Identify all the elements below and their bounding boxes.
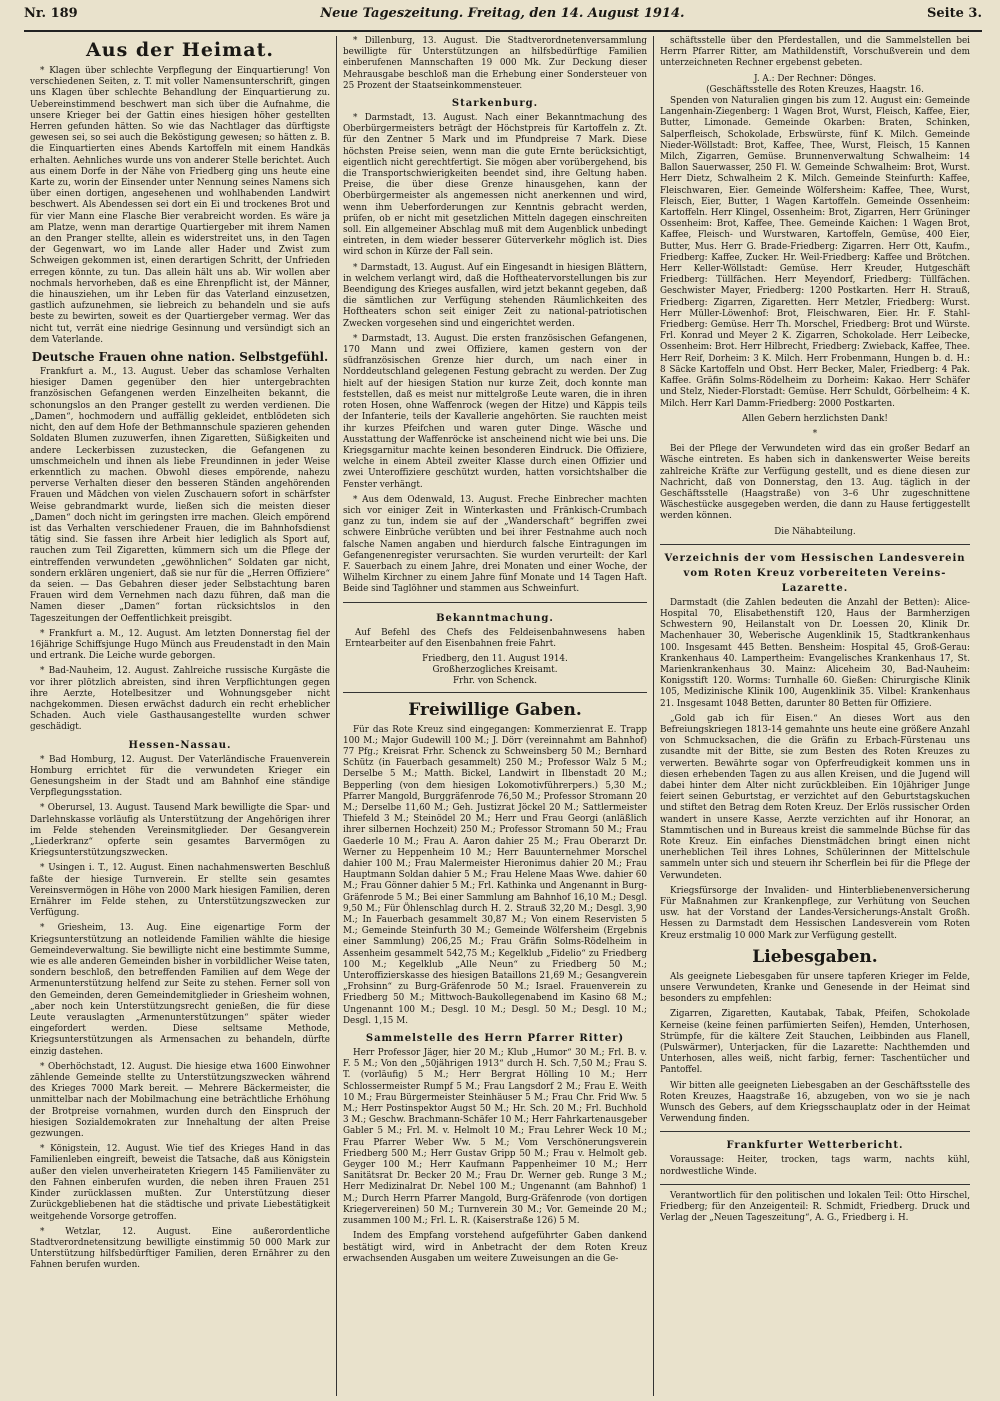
divider-imprint — [660, 1184, 970, 1185]
article-frankfurt: * Frankfurt a. M., 12. August. Am letzten Donnerstag fiel der 16jährige Schiffsjunge Hugo Münch aus Freudenstadt in den Main und ertrank. Die Leiche wurde geborgen. — [30, 628, 330, 662]
paper-title-date: Neue Tageszeitung. Freitag, den 14. August 1914. — [320, 6, 685, 21]
section-title-liebesgaben: Liebesgaben. — [752, 946, 878, 967]
column-left — [24, 36, 336, 1396]
issue-number: Nr. 189 — [24, 6, 78, 21]
liebesgaben-intro: Als geeignete Liebesgaben für unsere tapferen Krieger im Felde, unsere Verwundeten, Kranke und Genesende in der Heimat sind besonders zu empfehlen: — [660, 971, 970, 1005]
article-usingen: * Usingen i. T., 12. August. Einen nachahmenswerten Beschluß faßte der hiesige Turnverein. Er stellte sein gesamtes Vereinsvermögen in Höhe von 2000 Mark hiesigen Familien, deren Ernährer im Felde stehen, zu Unterstützungszwecken zur Verfügung. — [30, 863, 330, 919]
notice-place: Friedberg, den 11. August 1914. — [422, 653, 568, 664]
divider — [660, 544, 970, 545]
donations-list: Für das Rote Kreuz sind eingegangen: Kommerzienrat E. Trapp 100 M.; Major Gudewill 100 M.; J. Dörr (vereinnahmt am Bahnhof) 77 Pfg.; Kreisrat Frhr. Schenck zu Schweinsberg 50 M.; Bernhard Schütz (in Fauerbach gesammelt) 250 M.; Professor Walz 5 M.; Derselbe 5 M.; Matth. Bickel, Landwirt in Ilbenstadt 20 M.; Bepperling (von dem hiesigen Lokomotivführerpers.) 5,30 M.; Pfarrer Mangold, Burggräfenrode 76,50 M.; Professor Stromann 20 M.; Derselbe 11,60 M.; Geh. Justizrat Jöckel 20 M.; Sattlermeister Thiefeld 3 M.; Steinödel 20 M.; Herr und Frau Georgi (anläßlich ihrer silbernen Hochzeit) 250 M.; Professor Stromann 50 M.; Frau Gaederle 10 M.; Frau A. Aaron dahier 25 M.; Frau Oberarzt Dr. Werner zu Heppenheim 10 M.; Herr Bauunternehmer Morschel dahier 100 M.; Frau Malermeister Hieronimus dahier 20 M.; Frau Hauptmann Soldan dahier 5 M.; Frau Helene Maas Wwe. dahier 60 M.; Frau Gönner dahier 5 M.; Frl. Kathinka und Angenannt in Burg-Gräfenrode 5 M.; Bei einer Sammlung am Bahnhof 16,10 M.; Desgl. 9,50 M.; Für Öhlenschlag durch H. 2. Strauß 32,20 M.; Desgl. 3,90 M.; In Fauerbach gesammelt 30,87 M.; Von einem Reservisten 5 M.; Gemeinde Steinfurth 30 M.; Gemeinde Wölfersheim (Ergebnis einer Sammlung) 206,25 M.; Frau Gräfin Solms-Rödelheim in Assenheim gesammelt 542,75 M.; Kegelklub „Fidelio“ zu Friedberg 100 M.; Kegelklub „Alle Neun“ zu Friedberg 50 M.; Unteroffizierskasse des hiesigen Bataillons 21,69 M.; Gesangverein „Frohsinn“ zu Burg-Gräfenrode 50 M.; Israel. Frauenverein zu Friedberg 50 M.; Mittwoch-Baukollegenabend im Kasino 68 M.; Ungenannt 100 M.; Desgl. 10 M.; Desgl. 50 M.; Desgl. 10 M.; Desgl. 1,15 M. — [343, 724, 647, 1026]
article-odenwald: * Aus dem Odenwald, 13. August. Freche Einbrecher machten sich vor einiger Zeit in Winterkasten und Fränkisch-Crumbach ganz zu tun, indem sie auf der „Wanderschaft“ begriffen zwei schwere Einbrüche verübten und bei ihrer Festnahme auch noch falsche Namen angaben und hierdurch falsche Eintragungen im Gefangenenregister verursachten. Sie wurden verurteilt: der Karl F. Sauerbach zu einem Jahre, drei Monaten und einer Woche, der Wilhelm Kirchner zu einem Jahre fünf Monate und 14 Tagen Haft. Beide sind Taglöhner und stammen aus Schweinfurt. — [343, 494, 647, 595]
naturalien-list: Spenden von Naturalien gingen bis zum 12. August ein: Gemeinde Langenhain-Ziegenberg: 1 Wagen Brot, Wurst, Fleisch, Kaffee, Eier, Butter, Limonade. Gemeinde Okarben: Braten, Schinken, Salperfleisch, Schokolade, Erbswürste, fünf K. Milch. Gemeinde Nieder-Wöllstadt: Brot, Kaffee, Thee, Wurst, Fleisch, 15 Kannen Milch, Zigarren, Gemüse. Brunnenverwaltung Schwalheim: 14 Ballon Sauerwasser, 250 Fl. W. Gemeinde Schwalheim: Brot, Wurst. Herr Dietz, Schwalheim 2 K. Milch. Gemeinde Steinfurth: Kaffee, Fleischwaren, Eier. Gemeinde Wölfersheim: Kaffee, Thee, Wurst, Fleisch, Eier, Butter, 1 Wagen Kartoffeln. Gemeinde Ossenheim: Kartoffeln. Herr Klingel, Ossenheim: Brot, Zigarren, Herr Grüninger Ossenheim: Brot, Kaffee, Thee. Gemeinde Kaichen: 1 Wagen Brot, Kaffee, Fleisch- und Wurstwaren, Kartoffeln, Gemüse, 400 Eier, Butter, Mus. Herr G. Brade-Friedberg: Zigarren. Herr Ott, Kaufm., Friedberg: Kaffee, Zucker. Hr. Weil-Friedberg: Kaffee und Brötchen. Herr Keller-Wöllstadt: Gemüse. Herr Kreuder, Hutgeschäft Friedberg: Tüllfächen. Herr Meyendorf, Friedberg: Tüllfächen. Geschwister Mayer, Friedberg: 1200 Postkarten. Herr H. Strauß, Friedberg: Zigarren, Zigaretten. Herr Metzler, Friedberg: Wurst. Herr Müller-Löwenhof: Brot, Fleischwaren, Eier. Hr. F. Stahl-Friedberg: Gemüse. Herr Th. Morschel, Friedberg: Brot und Würste. Frl. Konrad und Meyer 2 K. Zigarren, Schokolade. Herr Leibecke, Ossenheim: Brot. Herr Hilbrecht, Friedberg: Zwieback, Kaffee, Thee. Herr Reif, Dorheim: 3 K. Milch. Herr Frobenmann, Hungen b. d. H.: 8 Säcke Kartoffeln und Obst. Herr Becker, Maler, Friedberg: 4 Pak. Kaffee. Gräfin Solms-Rödelheim zu Dorheim: Kakao. Herr Schäfer und Stelz, Nieder-Florstadt: Gemüse. Herr Schuldt, Görbelheim: 4 K. Milch. Herr Karl Damm-Friedberg: 2000 Postkarten. — [660, 96, 970, 409]
article-darmstadt-kartoffeln: * Darmstadt, 13. August. Nach einer Bekanntmachung des Oberbürgermeisters beträgt der Höchstpreis für Kartoffeln z. Zt. für den Zentner 5 Mark und im Pfundpreise 7 Mark. Diese höchsten Preise seien, wenn man die gute Ernte berücksichtigt, eigentlich nicht gerechtfertigt. Sie mögen aber vorübergehend, bis die Transportschwierigkeiten beendet sind, ihre Geltung haben. Preise, die über diese Grenze hinausgehen, kann der Oberbürgermeister als angemessen nicht anerkennen und wird, wenn ihm Ueberforderungen zur Kenntnis gebracht werden, prüfen, ob er nicht mit gesetzlichen Mitteln dagegen einschreiten soll. Ein allgemeiner Abschlag muß mit dem Augenblick unbedingt eintreten, in dem wieder besserer Güterverkehr möglich ist. Dies wird schon in Kürze der Fall sein. — [343, 113, 647, 258]
signature-naehabteilung: Die Nähabteilung. — [774, 526, 856, 537]
article-koenigstein: * Königstein, 12. August. Wie tief des Krieges Hand in das Familienleben eingreift, beweist die Tatsache, daß aus Königstein außer den vielen unverheirateten Kriegern 145 Familienväter zu den Fahnen einberufen wurden, die neben ihren Frauen 251 Kinder zurücklassen mußten. Zur Unterstützung dieser Zurückgebliebenen hat die städtische und private Liebestätigkeit weitgehende Vorsorge getroffen. — [30, 1144, 330, 1222]
article-waesche: Bei der Pflege der Verwundeten wird das ein großer Bedarf an Wäsche eintreten. Es haben sich in dankenswerter Weise bereits zahlreiche Kräfte zur Verfügung gestellt, und es diene diesen zur Nachricht, daß von Donnerstag, den 13. Aug. täglich in der Geschäftsstelle (Haagstraße) von 3–6 Uhr zugeschnittene Wäschestücke ausgegeben werden, die dann zu Hause fertiggestellt werden können. — [660, 444, 970, 522]
page-header — [24, 6, 982, 32]
article-klagen: * Klagen über schlechte Verpflegung der Einquartierung! Von verschiedenen Seiten, z. T. mit voller Namensunterschrift, gingen uns Klagen über schlechte Behandlung der Einquartierung zu. Uebereinstimmend beschwert man sich über die Aufnahme, die unsere Krieger bei der Gattin eines hiesigen höher gestellten Herren gefunden hätten. So wie das Nachtlager das dürftigste gewesen sei, so sei auch die Beköstigung gewesen; so hätten z. B. die Einquartierten eines Abends Kartoffeln mit einem Handkäs erhalten. Aehnliches wurde uns von anderer Stelle berichtet. Auch aus einem Dorfe in der Nähe von Friedberg ging uns heute eine Karte zu, worin der Einsender unter Nennung seines Namens sich über einen dortigen, angesehenen und wohlhabenden Landwirt beschwert. Als Abendessen sei dort ein Ei und trockenes Brot und für vier Mann eine Flasche Bier verabreicht worden. Es wäre ja am Platze, wenn man derartige Quartiergeber mit ihrem Namen an den Pranger stellte, allein es widerstreitet uns, in den Tagen der Gegenwart, wo im Lande aller Hader und Zwist zum Schweigen gekommen ist, einen derartigen Schritt, der Unfrieden erregen könnte, zu tun. Das allein hält uns ab. Wir wollen aber nochmals hervorheben, daß es eine Ehrenpflicht ist, der Männer, die hinausziehen, um ihr Leben für das Vaterland einzusetzen, gastlich aufzunehmen, sie liebreich zu behandeln und sie aufs beste zu bewirten, soweit es der Quartiergeber vermag. Wer das nicht tut, verrät eine niedrige Gesinnung und versündigt sich an dem Vaterlande. — [30, 66, 330, 345]
liebesgaben-request: Wir bitten alle geeigneten Liebesgaben an der Geschäftsstelle des Roten Kreuzes, Haagstraße 16, abzugeben, von wo sie je nach Wunsch des Gebers, auf dem Kriegsschauplatz oder in der Heimat Verwendung finden. — [660, 1080, 970, 1125]
notice-signature: Frhr. von Schenck. — [452, 676, 538, 687]
article-bad-nauheim: * Bad-Nauheim, 12. August. Zahlreiche russische Kurgäste die vor ihrer plötzlich abreisten, sind ihren Verpflichtungen gegen ihre Aerzte, Hotelbesitzer und Wohnungsgeber nicht nachgekommen. Diesen erwächst dadurch ein recht erheblicher Schaden. Auch viele Gasthausangestellte wurden schwer geschädigt. — [30, 666, 330, 733]
notice-text: Auf Befehl des Chefs des Feldeisenbahnwesens haben Erntearbeiter auf den Eisenbahnen freie Fahrt. — [345, 627, 645, 649]
imprint: Verantwortlich für den politischen und lokalen Teil: Otto Hirschel, Friedberg; für den Anzeigenteil: R. Schmidt, Friedberg. Druck und Verlag der „Neuen Tageszeitung“, A. G., Friedberg i. H. — [660, 1190, 970, 1224]
column-middle — [336, 36, 654, 1396]
article-darmstadt-hoftheater: * Darmstadt, 13. August. Auf ein Eingesandt in hiesigen Blättern, in welchem verlangt wird, daß die Hoftheatervorstellungen bis zur Beendigung des Krieges ausfallen, wird jetzt bekannt gegeben, daß die sämtlichen zur Verfügung stehenden Räumlichkeiten des Hoftheaters schon seit einiger Zeit zu national-patriotischen Zwecken vorgesehen sind und eingerichtet werden. — [343, 262, 647, 329]
thanks-line: Allen Gebern herzlichsten Dank! — [742, 413, 888, 424]
weather-text: Voraussage: Heiter, trocken, tags warm, nachts kühl, nordwestliche Winde. — [660, 1155, 970, 1177]
lazarette-list: Darmstadt (die Zahlen bedeuten die Anzahl der Betten): Alice-Hospital 70, Elisabethenstift 120, Haus der Barmherzigen Schwestern 90, Heilanstalt von Dr. Loessen 20, Klinik Dr. Machenhauer 30, Weberische Augenklinik 15, Stadtkrankenhaus 100. Insgesamt 445 Betten. Bensheim: Hospital 45, Groß-Gerau: Krankenhaus 40. Lampertheim: Evangelisches Krankenhaus 17, St. Marienkrankenhaus 30. Mainz: Aliceheim 30, Bad-Nauheim: Konigsstift 120. Worms: Turnhalle 60. Gießen: Chirurgische Klinik 105, Medizinische Klinik 100, Augenklinik 35. Vilbel: Krankenhaus 21. Insgesamt 1048 Betten, darunter 80 Betten für Offiziere. — [660, 597, 970, 709]
liebesgaben-items: Zigarren, Zigaretten, Kautabak, Tabak, Pfeifen, Schokolade Kerneise (keine feinen parfümierten Seifen), Hemden, Unterhosen, Strümpfe, für die kältere Zeit Stauchen, Leibbinden aus Flanell, (Pulswärmer), Unterjacken, für die Lazarette: Nachthemden und Unterhosen, alles weiß, nicht farbig, ferner: Taschentücher und Pantoffel. — [660, 1009, 970, 1076]
article-title-frauen: Deutsche Frauen ohne nation. Selbstgefühl. — [31, 350, 329, 365]
separator-dot: * — [812, 428, 818, 439]
notice-box — [343, 602, 647, 693]
donations-list-ritter: Herr Professor Jäger, hier 20 M.; Klub „Humor“ 30 M.; Frl. B. v. F. 5 M.; Von den „50jährigen 1913“ durch H. Sch. 7,50 M.; Frau S. T. (vorläufig) 5 M.; Herr Bergrat Hölling 10 M.; Herr Schlossermeister Rumpf 5 M.; Frau Langsdorf 2 M.; Frau E. Weith 10 M.; Frau Bürgermeister Steinhäuser 5 M.; Frau Chr. Frid Ww. 5 M.; Herr Postinspektor Augst 50 M.; Hr. Sch. 20 M.; Frl. Buchhold 3 M.; Geschw. Brachmann-Schäfer 10 M.; Herr Fahrkartenausgeber Gabler 5 M.; Frl. M. v. Helmolt 10 M.; Frau Lehrer Weck 10 M.; Frau Pfarrer Weber Ww. 5 M.; Vom Verschönerungsverein Friedberg 500 M.; Herr Gustav Gripp 50 M.; Frau v. Helmolt geb. Geyger 100 M.; Herr Kaufmann Pappenheimer 10 M.; Herr Sanitätsrat Dr. Becker 20 M.; Frau Dr. Werner geb. Runge 3 M.; Herr Medizinalrat Dr. Nebel 100 M.; Ungenannt (am Bahnhof) 1 M.; Durch Herrn Pfarrer Mangold, Burg-Gräfenrode (von dortigen Kriegervereinen) 50 M.; Turnverein 30 M.; Vor. Gemeinde 20 M.; zusammen 100 M.; Frl. L. R. (Kaiserstraße 126) 5 M. — [343, 1048, 647, 1227]
article-kriegsfuersorge: Kriegsfürsorge der Invaliden- und Hinterbliebenenversicherung Für Maßnahmen zur Krankenpflege, zur Verhütung von Seuchen usw. hat der Vorstand der Landes-Versicherungs-Anstalt Großh. Hessen zu Darmstadt dem Hessischen Landesverein vom Roten Kreuz erstmalig 10 000 Mark zur Verfügung gestellt. — [660, 885, 970, 941]
region-hessen-nassau: Hessen-Nassau. — [128, 739, 232, 751]
collection-point-title: Sammelstelle des Herrn Pfarrer Ritter) — [365, 1033, 625, 1045]
column-right — [654, 36, 976, 1396]
signature-rechner: J. A.: Der Rechner: Dönges. — [753, 73, 877, 84]
article-wetzlar: * Wetzlar, 12. August. Eine außerordentliche Stadtverordnetensitzung bewilligte einstimmig 50 000 Mark zur Unterstützung hilfsbedürftiger Familien, deren Ernährer zu den Fahnen berufen wurden. — [30, 1226, 330, 1271]
weather-title: Frankfurter Wetterbericht. — [726, 1140, 904, 1152]
article-oberhoechstadt: * Oberhöchstadt, 12. August. Die hiesige etwa 1600 Einwohner zählende Gemeinde stellte zu Unterstützungszwecken während des Krieges 7000 Mark bereit. — Mehrere Bäckermeister, die unmittelbar nach der Mobilmachung eine beträchtliche Erhöhung der Brotpreise vornahmen, wurden durch den Einspruch der hiesigen Sozialdemokraten zur Innehaltung der alten Preise gezwungen. — [30, 1061, 330, 1140]
divider-weather — [660, 1131, 970, 1132]
lazarette-title: Verzeichnis der vom Hessischen Landesverein vom Roten Kreuz vorbereiteten Vereins-Lazarette. — [664, 552, 966, 594]
article-darmstadt-gefangene: * Darmstadt, 13. August. Die ersten französischen Gefangenen, 170 Mann und zwei Offiziere, kamen gestern von der südfranzösischen Grenze hier durch, um nach einer in Norddeutschland gelegenen Festung gebracht zu werden. Der Zug hielt auf der hiesigen Station nur kurze Zeit, doch konnte man feststellen, daß es meist nur mittelgroße Leute waren, die in ihren roten Hosen, ohne Waffenrock (wegen der Hitze) und Käppis teils der Infanterie, teils der Kavallerie angehörten. Sie rauchten meist ihr kurzes Pfeifchen und waren guter Dinge. Wäsche und Ausstattung der Waffenröcke ist anscheinend nicht wie bei uns. Die Kriegsgarnitur machte keinen besonderen Eindruck. Die Offiziere, welche in einem Abteil zweiter Klasse durch einen Offizier und zwei Unteroffiziere geschützt wurden, hatten vorsichtshalber die Fenster verhängt. — [343, 333, 647, 490]
notice-title: Bekanntmachung. — [436, 612, 554, 624]
article-bad-homburg: * Bad Homburg, 12. August. Der Vaterländische Frauenverein Homburg errichtet für die verwundeten Krieger ein Genesungsheim in der Stadt und am Bahnhof eine ständige Verpflegungsstation. — [30, 754, 330, 799]
section-title-heimat: Aus der Heimat. — [86, 39, 274, 61]
section-title-gaben: Freiwillige Gaben. — [408, 699, 582, 720]
article-griesheim: * Griesheim, 13. Aug. Eine eigenartige Form der Kriegsunterstützung an notleidende Familien wählte die hiesige Gemeindeverwaltung. Sie bewilligte nicht eine bestimmte Summe, wie es alle anderen Gemeinden bisher in vorbildlicher Weise taten, sondern beschloß, den betreffenden Familien auf dem Wege der Armenunterstützung helfend zur Seite zu stehen. Ferner soll von den Gemeinden, deren Gemeindemitglieder in Griesheim wohnen, „aber noch kein Unterstützungsrecht genießen, die für diese Leute verauslagten „Armenunterstützungen“ später wieder eingefordert werden. Diese seltsame Methode, Kriegsunterstützungen als Armensachen zu behandeln, dürfte einzig dastehen. — [30, 923, 330, 1057]
donations-closing-cont: schäftsstelle über den Pferdestallen, und die Sammelstellen bei Herrn Pfarrer Ritter, am Mathildenstift, Vorschußverein und dem unterzeichneten Rechner ergebenst gebeten. — [660, 36, 970, 69]
page-number: Seite 3. — [927, 6, 982, 21]
region-starkenburg: Starkenburg. — [451, 98, 539, 110]
article-oberursel: * Oberursel, 13. August. Tausend Mark bewilligte die Spar- und Darlehnskasse vorläufig als Unterstützung der Angehörigen ihrer im Felde stehenden Vereinsmitglieder. Der Gesangverein „Liederkranz“ opferte sein gesamtes Barvermögen zu Kriegsunterstützungszwecken. — [30, 803, 330, 859]
donations-closing: Indem des Empfang vorstehend aufgeführter Gaben dankend bestätigt wird, wird in Anbetracht der dem Roten Kreuz erwachsenden Ausgaben um weitere Zuweisungen an die Ge- — [343, 1231, 647, 1264]
signature-geschaeftsstelle: (Geschäftsstelle des Roten Kreuzes, Haagstr. 16. — [706, 84, 924, 95]
notice-office: Großherzogliches Kreisamt. — [432, 665, 558, 676]
article-dillenburg: * Dillenburg, 13. August. Die Stadtverordnetenversammlung bewilligte für Unterstützungen an hilfsbedürftige Familien einberufenen Mannschaften 19 000 Mk. Zur Deckung dieser Mehrausgabe beschloß man die Erhebung einer Sondersteuer von 25 Prozent der Staatseinkommensteuer. — [343, 36, 647, 91]
article-frauen: Frankfurt a. M., 13. August. Ueber das schamlose Verhalten hiesiger Damen gegenüber den hier untergebrachten französischen Gefangenen werden Einzelheiten bekannt, die schonungslos an den Pranger gestellt zu werden verdienen. Die „Damen“, hochmodern und auffällig gekleidet, entblödeten sich nicht, den auf dem Hofe der Bethmannschule spazieren gehenden Soldaten Blumen zuzuwerfen, ihnen Zigaretten, Süßigkeiten und andere Leckerbissen zuzustecken, die Gefangenen zu umschmeicheln und ihnen als liebe Freundinnen in jeder Weise erkenntlich zu machen. Obwohl dieses empörende, nahezu perverse Verhalten dieser den besseren Ständen angehörenden Frauen und Mädchen von vielen Zuschauern sofort in schärfster Weise gebrandmarkt wurde, ließen sich die meisten dieser „Damen“ doch nicht im geringsten irre machen. Gleich empörend ist das Verhalten verschiedener Frauen, die im Bahnhofsdienst tätig sind. Sie fassen ihre Arbeit hier lediglich als Sport auf, rauchen zum Teil Zigaretten, kümmern sich um die Pflege der eintreffenden verwundeten „gewöhnlichen“ Soldaten gar nicht, sondern erklären ungeniert, daß sie nur für die „Herren Offiziere“ da seien. — Das Gebahren dieser jeder Selbstachtung baren Frauen wird dem Vernehmen nach dazu führen, daß man die Namen dieser „Damen“ fortan rücksichtslos in den Tageszeitungen der Oeffentlichkeit preisgibt. — [30, 367, 330, 624]
article-gold-eisen: „Gold gab ich für Eisen.“ An dieses Wort aus den Befreiungskriegen 1813-14 gemahnte uns heute eine größere Anzahl von Schmucksachen, die die Gräfin zu Erbach-Fürstenau uns zusandte mit der Bitte, sie zum Besten des Roten Kreuzes zu verwerten. Bewährte sogar von Opferfreudigkeit kommen uns in diesen erhebenden Tagen zu aus allen Kreisen, und die Jugend will dabei hinter dem Alter nicht zurückbleiben. Ein 10jähriger Junge feiert seinen Geburtstag, er verzichtet auf den Geburtstagskuchen und stiftet den Betrag dem Roten Kreuz. Der Erlös russischer Orden wandert in unsere Kasse, Aerzte verzichten auf ihr Honorar, an Stammtischen und in Bureaus kreist die sammelnde Büchse für das Rote Kreuz. Ein einfaches Dienstmädchen bringt einen nicht unerheblichen Teil ihres Lohnes, Schülerinnen der Mittelschule sammeln unter sich und steuern ihr Scherflein bei für die Pflege der Verwundeten. — [660, 713, 970, 881]
